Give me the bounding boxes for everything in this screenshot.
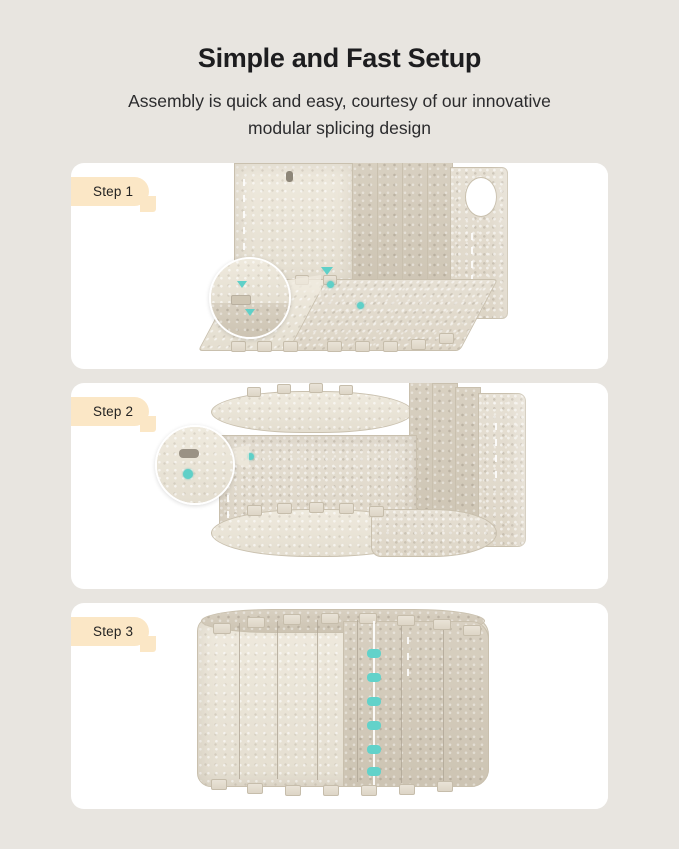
puzzle-tab (247, 617, 265, 628)
stitch-dash (407, 637, 409, 644)
stitch-dash (471, 233, 473, 240)
stitch-dash (407, 653, 409, 660)
callout-wall-detail (157, 427, 233, 503)
teal-marker (327, 281, 334, 288)
step-card-3 (71, 603, 608, 809)
puzzle-tab (277, 503, 292, 514)
rib-line (317, 620, 318, 780)
teal-arrow-icon (237, 281, 247, 288)
puzzle-tab (339, 385, 353, 395)
wall-panel-slot (286, 171, 293, 182)
puzzle-tab (277, 384, 291, 394)
steps-list (0, 163, 679, 809)
rib-line (357, 620, 358, 782)
stitch-dash (407, 669, 409, 676)
puzzle-tab (247, 505, 262, 516)
teal-arrow-icon (245, 309, 255, 316)
stitch-dash (495, 439, 497, 446)
stitch-dash (471, 261, 473, 268)
stitch-dash (243, 243, 245, 250)
stitch-dash (227, 511, 229, 518)
rib-line (401, 621, 402, 783)
puzzle-tab (463, 625, 481, 636)
puzzle-tab (283, 341, 298, 352)
stitch-dash (471, 247, 473, 254)
edge-fade (507, 383, 608, 589)
stitch-dash (495, 471, 497, 478)
teal-arrow-icon (321, 267, 333, 275)
step-card-1 (71, 163, 608, 369)
puzzle-tab (339, 503, 354, 514)
step-illustration-3 (71, 603, 608, 809)
step-illustration-2 (71, 383, 608, 589)
teal-marker (183, 469, 193, 479)
teal-clip (367, 697, 381, 706)
puzzle-tab (411, 339, 426, 350)
wall-panel-curved (352, 163, 380, 291)
edge-fade (491, 163, 608, 369)
floor-mat-top (211, 391, 413, 433)
puzzle-tab (355, 341, 370, 352)
floor-mat-bottom-right (371, 509, 497, 557)
page-subtitle: Assembly is quick and easy, courtesy of our innovative modular splicing design (128, 91, 551, 138)
callout-socket-detail (179, 449, 199, 458)
stitch-dash (243, 179, 245, 186)
stitch-dash (495, 455, 497, 462)
puzzle-tab (257, 341, 272, 352)
puzzle-tab (321, 613, 339, 624)
rib-line (239, 623, 240, 779)
teal-marker (357, 302, 364, 309)
puzzle-tab (295, 275, 309, 285)
stitch-dash (243, 227, 245, 234)
puzzle-tab (361, 785, 377, 796)
puzzle-tab (231, 341, 246, 352)
puzzle-tab (211, 779, 227, 790)
step-badge-1: Step 1 (71, 177, 149, 206)
puzzle-tab (247, 387, 261, 397)
teal-clip (367, 673, 381, 682)
callout-tab-detail (231, 295, 251, 305)
puzzle-tab (309, 383, 323, 393)
step-card-2 (71, 383, 608, 589)
rib-line (277, 621, 278, 779)
puzzle-tab (213, 623, 231, 634)
rib-line (443, 623, 444, 781)
puzzle-tab (309, 502, 324, 513)
callout-zoom-1 (209, 257, 291, 339)
stitch-dash (495, 423, 497, 430)
puzzle-tab (285, 785, 301, 796)
puzzle-tab (439, 333, 454, 344)
callout-zoom-2 (155, 425, 235, 505)
step-illustration-1 (71, 163, 608, 369)
stitch-dash (243, 211, 245, 218)
puzzle-tab (437, 781, 453, 792)
puzzle-tab (327, 341, 342, 352)
teal-clip (367, 649, 381, 658)
puzzle-tab (247, 783, 263, 794)
teal-clip (367, 745, 381, 754)
step-badge-3: Step 3 (71, 617, 149, 646)
teal-marker (247, 453, 254, 460)
playpen-right-face (343, 621, 489, 787)
puzzle-tab (433, 619, 451, 630)
puzzle-tab (399, 784, 415, 795)
puzzle-tab (383, 341, 398, 352)
teal-clip (367, 721, 381, 730)
puzzle-tab (397, 615, 415, 626)
puzzle-tab (369, 506, 384, 517)
puzzle-tab (323, 785, 339, 796)
step-badge-2: Step 2 (71, 397, 149, 426)
header (0, 0, 679, 141)
teal-clip (367, 767, 381, 776)
stitch-dash (243, 195, 245, 202)
puzzle-tab (283, 614, 301, 625)
edge-fade (495, 603, 608, 809)
page-title: Simple and Fast Setup (197, 43, 482, 73)
